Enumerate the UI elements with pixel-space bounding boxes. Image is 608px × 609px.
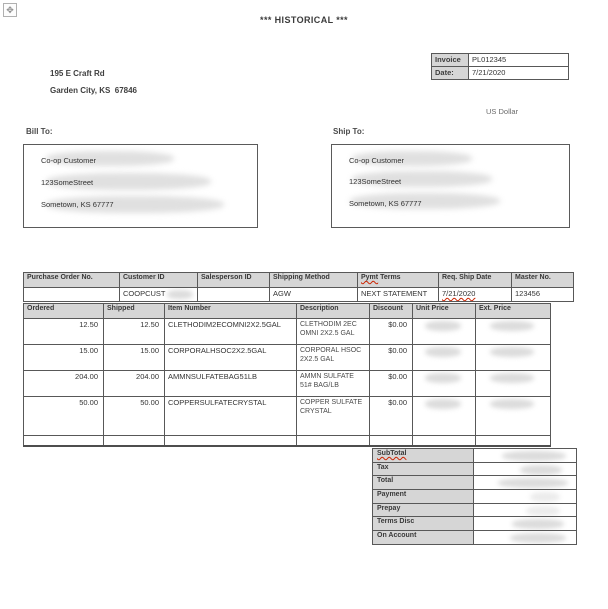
totals-row-terms-disc [373, 517, 577, 531]
redaction-smudge [425, 321, 461, 331]
ship-to-line-1: Co-op Customer [349, 156, 405, 165]
tax-label: Tax [373, 462, 474, 476]
on-account-value-redacted [474, 531, 577, 545]
totals-table [372, 448, 577, 545]
prepay-value-redacted [474, 503, 577, 517]
totals-row-payment [373, 490, 577, 504]
total-value-redacted [474, 476, 577, 490]
redaction-smudge [425, 347, 461, 357]
item-number: CORPORALHSOC2X2.5GAL [165, 345, 297, 371]
header-pymt-terms [358, 273, 439, 288]
currency-label: US Dollar [486, 107, 519, 116]
discount-value: $0.00 [370, 371, 413, 397]
ship-to-box [331, 144, 570, 228]
bill-to-line-1: Co-op Customer [41, 156, 97, 165]
empty-cell [476, 436, 551, 447]
tax-value-redacted [474, 462, 577, 476]
item-description: COPPER SULFATE CRYSTAL [297, 397, 370, 436]
document-title: *** HISTORICAL *** [260, 15, 348, 25]
header-shipped: Shipped [104, 304, 165, 319]
order-info-header-row [24, 273, 574, 288]
line-item-row [24, 319, 551, 345]
shipping-method-value: AGW [270, 288, 358, 302]
item-description: AMMN SULFATE 51# BAG/LB [297, 371, 370, 397]
ordered-qty: 204.00 [24, 371, 104, 397]
company-address [50, 66, 137, 99]
unit-price-redacted [413, 345, 476, 371]
order-info-table [23, 272, 574, 302]
bill-to-line-3: Sometown, KS 67777 [41, 200, 114, 209]
redaction-smudge [530, 492, 560, 502]
payment-value-redacted [474, 490, 577, 504]
req-ship-date-value [439, 288, 512, 302]
invoice-number-value: PL012345 [469, 54, 569, 67]
shipped-qty: 15.00 [104, 345, 165, 371]
item-number: COPPERSULFATECRYSTAL [165, 397, 297, 436]
subtotal-value-redacted [474, 449, 577, 463]
redaction-smudge [520, 465, 562, 475]
ordered-qty: 15.00 [24, 345, 104, 371]
redaction-smudge [425, 373, 461, 383]
terms-disc-value-redacted [474, 517, 577, 531]
line-item-row [24, 371, 551, 397]
bill-to-label: Bill To: [26, 127, 53, 136]
bill-to-line-2: 123SomeStreet [41, 178, 94, 187]
terms-disc-label: Terms Disc [373, 517, 474, 531]
invoice-date-row [432, 67, 569, 80]
header-master-no: Master No. [512, 273, 574, 288]
empty-filler-row [24, 436, 551, 447]
ext-price-redacted [476, 319, 551, 345]
company-address-line-2: Garden City, KS 67846 [50, 85, 137, 95]
line-item-row [24, 397, 551, 436]
company-address-line-1: 195 E Craft Rd [50, 69, 105, 78]
totals-row-prepay [373, 503, 577, 517]
ordered-qty: 12.50 [24, 319, 104, 345]
order-info-value-row [24, 288, 574, 302]
on-account-label: On Account [373, 531, 474, 545]
totals-row-subtotal [373, 449, 577, 463]
header-item-number: Item Number [165, 304, 297, 319]
empty-cell [24, 436, 104, 447]
totals-row-total [373, 476, 577, 490]
subtotal-label [373, 449, 474, 463]
item-description: CORPORAL HSOC 2X2.5 GAL [297, 345, 370, 371]
invoice-meta-table [431, 53, 569, 80]
item-number: AMMNSULFATEBAG51LB [165, 371, 297, 397]
ordered-qty: 50.00 [24, 397, 104, 436]
header-purchase-order-no: Purchase Order No. [24, 273, 120, 288]
ext-price-redacted [476, 371, 551, 397]
redaction-smudge [167, 290, 193, 299]
invoice-number-row [432, 54, 569, 67]
header-salesperson-id: Salesperson ID [198, 273, 270, 288]
empty-cell [104, 436, 165, 447]
empty-cell [370, 436, 413, 447]
pymt-terms-value: NEXT STATEMENT [358, 288, 439, 302]
line-items-table [23, 303, 551, 447]
bill-to-box [23, 144, 258, 228]
ship-to-line-2: 123SomeStreet [349, 177, 402, 186]
discount-value: $0.00 [370, 345, 413, 371]
header-unit-price: Unit Price [413, 304, 476, 319]
line-items-header-row [24, 304, 551, 319]
ext-price-redacted [476, 345, 551, 371]
redaction-smudge [512, 519, 564, 529]
header-shipping-method: Shipping Method [270, 273, 358, 288]
unit-price-redacted [413, 371, 476, 397]
header-description: Description [297, 304, 370, 319]
empty-cell [413, 436, 476, 447]
redaction-smudge [502, 451, 566, 461]
header-req-ship-date: Req. Ship Date [439, 273, 512, 288]
redaction-smudge [490, 399, 534, 409]
empty-cell [297, 436, 370, 447]
header-discount: Discount [370, 304, 413, 319]
unit-price-redacted [413, 397, 476, 436]
redaction-smudge [490, 373, 534, 383]
line-item-row [24, 345, 551, 371]
totals-row-tax [373, 462, 577, 476]
customer-id-text: COOPCUST [123, 289, 166, 298]
item-number: CLETHODIM2ECOMNI2X2.5GAL [165, 319, 297, 345]
move-icon: ✥ [6, 4, 14, 15]
invoice-number-label: Invoice [432, 54, 469, 67]
shipped-qty: 50.00 [104, 397, 165, 436]
redaction-smudge [490, 347, 534, 357]
prepay-label: Prepay [373, 503, 474, 517]
payment-label: Payment [373, 490, 474, 504]
totals-row-on-account [373, 531, 577, 545]
pymt-misspelled-word: Pymt [361, 274, 379, 281]
redaction-smudge [526, 506, 560, 516]
header-customer-id: Customer ID [120, 273, 198, 288]
discount-value: $0.00 [370, 397, 413, 436]
customer-id-value [120, 288, 198, 302]
pymt-terms-rest: Terms [378, 274, 401, 281]
discount-value: $0.00 [370, 319, 413, 345]
ship-to-line-3: Sometown, KS 67777 [349, 199, 422, 208]
ship-to-label: Ship To: [333, 127, 365, 136]
invoice-date-label: Date: [432, 67, 469, 80]
redaction-smudge [490, 321, 534, 331]
shipped-qty: 12.50 [104, 319, 165, 345]
redaction-smudge [510, 533, 566, 543]
redaction-smudge [425, 399, 461, 409]
total-label: Total [373, 476, 474, 490]
unit-price-redacted [413, 319, 476, 345]
header-ext-price: Ext. Price [476, 304, 551, 319]
master-no-value: 123456 [512, 288, 574, 302]
header-ordered: Ordered [24, 304, 104, 319]
item-description: CLETHODIM 2EC OMNI 2X2.5 GAL [297, 319, 370, 345]
subtotal-text: SubTotal [377, 450, 407, 457]
salesperson-id-value [198, 288, 270, 302]
empty-cell [165, 436, 297, 447]
shipped-qty: 204.00 [104, 371, 165, 397]
req-ship-date-text: 7/21/2020 [442, 289, 476, 298]
ext-price-redacted [476, 397, 551, 436]
purchase-order-no-value [24, 288, 120, 302]
invoice-date-value: 7/21/2020 [469, 67, 569, 80]
redaction-smudge [498, 478, 568, 488]
